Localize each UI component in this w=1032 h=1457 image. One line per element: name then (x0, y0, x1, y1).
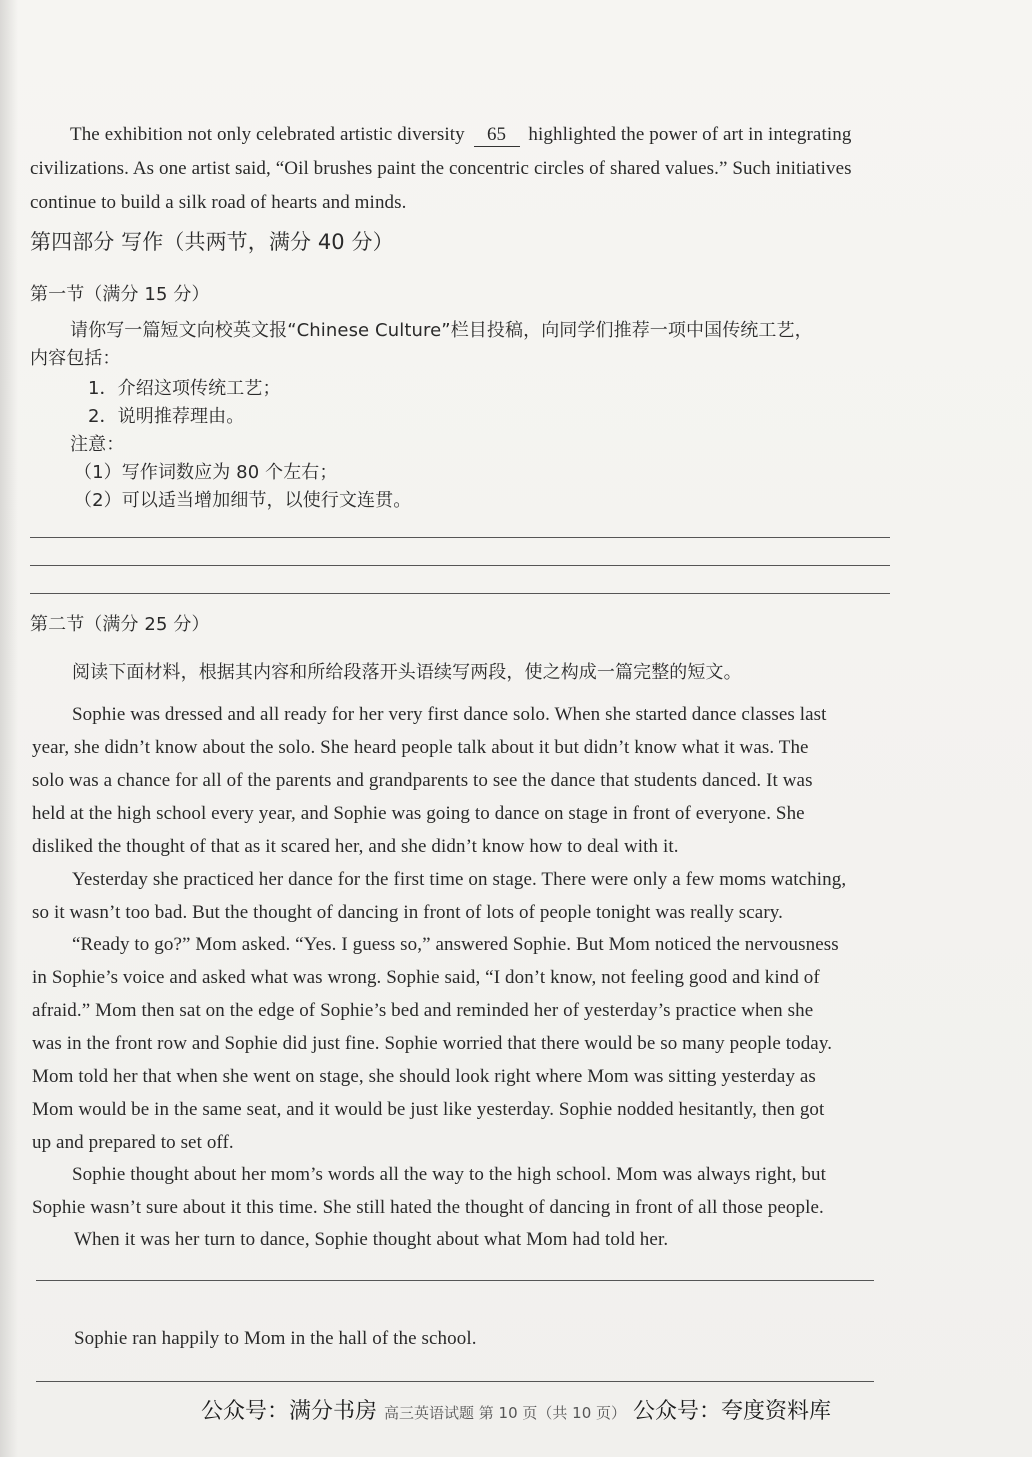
para3-line: afraid.” Mom then sat on the edge of Sophie’s bed and reminded her of yesterday’s practice when she (32, 1000, 814, 1021)
page-footer (0, 1394, 1032, 1425)
para3-line: was in the front row and Sophie did just fine. Sophie worried that there would be so many people today. (32, 1033, 833, 1054)
para2-line: so it wasn’t too bad. But the thought of dancing in front of lots of people tonight was really scary. (32, 902, 783, 923)
para1-line: held at the high school every year, and Sophie was going to dance on stage in front of everyone. She (32, 803, 805, 824)
para1-line: solo was a chance for all of the parents and grandparents to see the dance that students danced. It was (32, 770, 813, 791)
section2-instruction: 阅读下面材料，根据其内容和所给段落开头语续写两段，使之构成一篇完整的短文。 (72, 662, 742, 683)
section1-prompt-line-1: 请你写一篇短文向校英文报“Chinese Culture”栏目投稿，向同学们推荐一项中国传统工艺， (70, 320, 813, 341)
para4-line: Sophie wasn’t sure about it this time. She still hated the thought of dancing in front of all those people. (32, 1197, 824, 1218)
page-number-info: 高三英语试题 第 10 页（共 10 页） (383, 1404, 626, 1422)
intro-line-2: civilizations. As one artist said, “Oil brushes paint the concentric circles of shared values.” Such initiatives (30, 158, 852, 179)
para1-line: year, she didn’t know about the solo. She heard people talk about it but didn’t know what it was. The (32, 737, 809, 758)
continuation-prompt-2: Sophie ran happily to Mom in the hall of the school. (74, 1328, 477, 1349)
intro-line-1-start: The exhibition not only celebrated artistic diversity (70, 124, 465, 145)
scan-edge-shadow (0, 0, 18, 1457)
watermark-left: 公众号：满分书房 (200, 1399, 377, 1424)
para1-line: Sophie was dressed and all ready for her very first dance solo. When she started dance classes last (72, 704, 827, 725)
section1-item-2: 2．说明推荐理由。 (88, 406, 245, 427)
answer-line-1 (30, 537, 890, 538)
para3-line: up and prepared to set off. (32, 1132, 234, 1153)
intro-line-1-end: highlighted the power of art in integrating (528, 124, 852, 145)
section1-item-1: 1．介绍这项传统工艺； (88, 378, 281, 399)
para1-line: disliked the thought of that as it scared her, and she didn’t know how to deal with it. (32, 836, 679, 857)
writing-line-1 (36, 1280, 874, 1281)
answer-line-2 (30, 565, 890, 566)
para4-line: Sophie thought about her mom’s words all the way to the high school. Mom was always right, but (72, 1164, 827, 1185)
writing-line-2 (36, 1381, 874, 1382)
section1-note-label: 注意： (70, 434, 125, 455)
watermark-right: 公众号：夸度资料库 (633, 1399, 832, 1424)
para3-line: Mom told her that when she went on stage, she should look right where Mom was sitting yesterday as (32, 1066, 816, 1087)
section1-prompt-line-2: 内容包括： (30, 348, 121, 369)
section1-title: 第一节（满分 15 分） (30, 284, 210, 305)
para3-line: “Ready to go?” Mom asked. “Yes. I guess so,” answered Sophie. But Mom noticed the nervousness (72, 934, 839, 955)
continuation-prompt-1: When it was her turn to dance, Sophie thought about what Mom had told her. (74, 1229, 669, 1250)
intro-line-1 (70, 118, 930, 151)
section1-note-2: （2）可以适当增加细节，以使行文连贯。 (74, 490, 412, 511)
blank-65: 65 (474, 124, 520, 147)
intro-line-3: continue to build a silk road of hearts and minds. (30, 192, 407, 213)
para2-line: Yesterday she practiced her dance for the first time on stage. There were only a few moms watching, (72, 869, 847, 890)
section1-note-1: （1）写作词数应为 80 个左右； (74, 462, 338, 483)
para3-line: in Sophie’s voice and asked what was wrong. Sophie said, “I don’t know, not feeling good and kind of (32, 967, 820, 988)
para3-line: Mom would be in the same seat, and it would be just like yesterday. Sophie nodded hesitantly, then got (32, 1099, 825, 1120)
part4-title: 第四部分 写作（共两节，满分 40 分） (30, 230, 394, 254)
answer-line-3 (30, 593, 890, 594)
section2-title: 第二节（满分 25 分） (30, 614, 210, 635)
